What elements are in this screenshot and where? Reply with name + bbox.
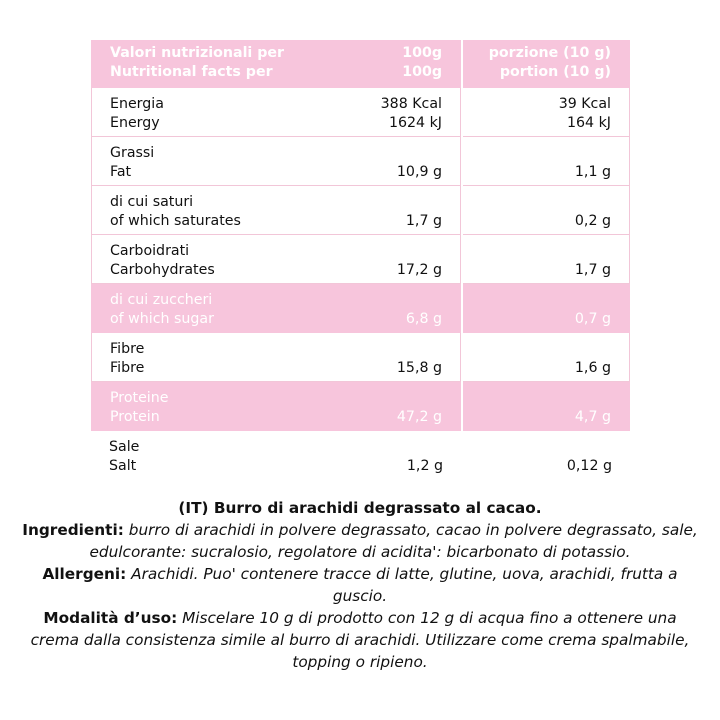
row-label: di cui zuccheri of which sugar [110,292,214,327]
header-per-portion: porzione (10 g) portion (10 g) [488,45,611,80]
row-label: Carboidrati Carbohydrates [110,243,215,278]
row-value-100g: 17,2 g [396,262,442,278]
table-header-row [91,40,630,88]
row-label: Sale Salt [109,439,140,474]
row-value-100g: 10,9 g [396,164,442,180]
table-row [91,382,630,431]
header-label: Valori nutrizionali per Nutritional facts per [110,45,285,80]
table-row [91,235,630,284]
row-label: Fibre Fibre [110,341,145,376]
table-row [91,186,630,235]
table-row [91,284,630,333]
row-value-portion: 0,2 g [574,213,611,229]
row-value-100g: 388 Kcal 1624 kJ [380,96,442,131]
ingredients-paragraph: Ingredienti: burro di arachidi in polvere degrassato, cacao in polvere degrassato, sale, edulcorante: sucralosio, regolatore di acidita': bicarbonato di potassio. [22,521,698,561]
row-value-portion: 1,1 g [574,164,611,180]
row-label: di cui saturi of which saturates [110,194,241,229]
header-label-cell [91,40,461,88]
nutrition-table [91,40,630,480]
allergens-paragraph: Allergeni: Arachidi. Puo' contenere tracce di latte, glutine, uova, arachidi, frutta a guscio. [42,565,678,605]
row-value-100g: 1,7 g [405,213,442,229]
usage-paragraph: Modalità d’uso: Miscelare 10 g di prodotto con 12 g di acqua fino a ottenere una crema dalla consistenza simile al burro di arachidi. Utilizzare come crema spalmabile, topping o ripieno. [30,609,690,671]
row-value-100g: 47,2 g [396,409,442,425]
row-value-100g: 6,8 g [405,311,442,327]
row-value-100g: 1,2 g [406,458,443,474]
row-value-portion: 1,6 g [574,360,611,376]
table-row [91,431,630,480]
table-row [91,333,630,382]
row-value-portion: 1,7 g [574,262,611,278]
product-title: (IT) Burro di arachidi degrassato al cacao. [178,499,542,517]
row-value-portion: 39 Kcal 164 kJ [558,96,611,131]
table-row [91,88,630,137]
row-label: Energia Energy [110,96,164,131]
header-per-100g: 100g 100g [402,45,442,80]
row-value-100g: 15,8 g [396,360,442,376]
product-description [20,497,700,673]
header-portion-cell [463,40,630,88]
row-value-portion: 4,7 g [574,409,611,425]
row-label: Grassi Fat [110,145,155,180]
row-value-portion: 0,12 g [566,458,612,474]
row-value-portion: 0,7 g [574,311,611,327]
table-row [91,137,630,186]
row-label: Proteine Protein [110,390,169,425]
